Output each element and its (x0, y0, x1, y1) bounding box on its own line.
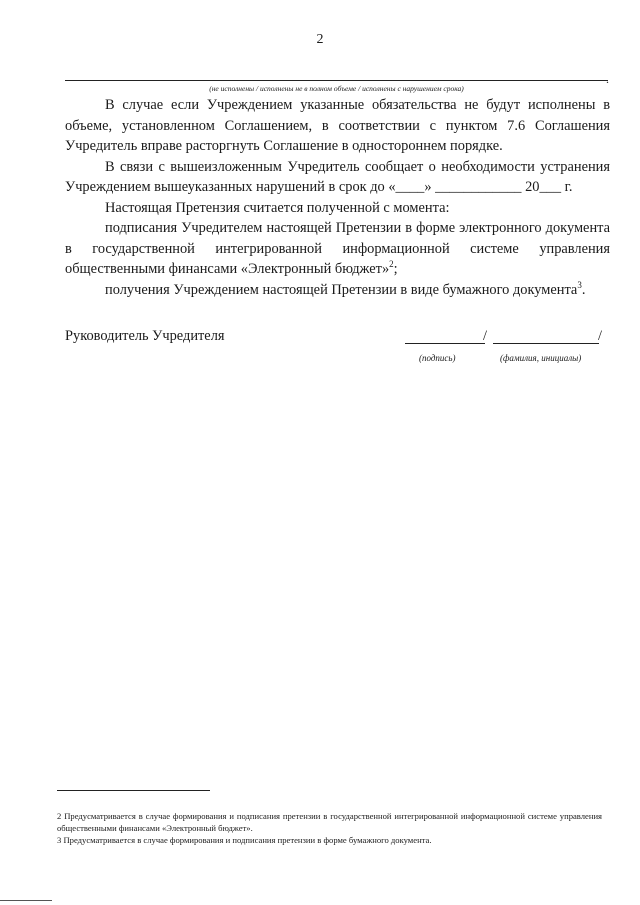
footnote-2: 2 Предусматривается в случае формирования и подписания претензии в государственной интегрированной информационной системе управления общественными финансами «Электронный бюджет». (57, 811, 602, 833)
signature-slash-1: / (483, 328, 487, 344)
paper-receipt-end: . (581, 281, 586, 298)
signature-slash-2: / (598, 328, 602, 344)
paragraph-termination: В случае если Учреждением указанные обязательства не будут исполнены в объеме, установленном Соглашением, в соответствии с пунктом 7.6 Соглашения Учредитель вправе расторгнуть Соглашение в одностороннем порядке. (65, 97, 610, 154)
header-field-line (65, 80, 608, 81)
page-number: 2 (316, 32, 324, 47)
body-text (65, 95, 610, 300)
footnote-ref-2: 2 (389, 259, 394, 270)
signature-label: Руководитель Учредителя (65, 328, 225, 344)
paper-receipt-text: получения Учреждением настоящей Претензии в виде бумажного документа (105, 281, 578, 298)
header-field-caption: (не исполнены / исполнены не в полном объеме / исполнены с нарушением срока) (209, 84, 464, 93)
signature-caption: (подпись) (419, 353, 456, 363)
paragraph-receipt-intro: Настоящая Претензия считается полученной с момента: (105, 199, 450, 216)
footnotes (57, 810, 602, 846)
footnote-separator (57, 790, 210, 791)
paragraph-electronic-signing (65, 218, 610, 280)
paragraph-deadline: В связи с вышеизложенным Учредитель сообщает о необходимости устранения Учреждением вышеуказанных нарушений в срок до «____» ____________ 20___ г. (65, 158, 610, 195)
electronic-signing-end: ; (393, 261, 398, 277)
paragraph-paper-receipt (65, 280, 610, 301)
footnote-3: 3 Предусматривается в случае формирования и подписания претензии в форме бумажного документа. (57, 835, 432, 845)
scan-corner-mark (0, 900, 52, 901)
name-caption: (фамилия, инициалы) (500, 353, 582, 363)
name-line (493, 343, 599, 344)
footnote-ref-3: 3 (577, 279, 582, 290)
electronic-signing-text: подписания Учредителем настоящей Претензии в форме электронного документа в государственной интегрированной информационной системе управления общественными финансами «Электронный бюджет» (65, 220, 610, 277)
signature-line (405, 343, 485, 344)
header-field-end-mark: . (606, 72, 609, 86)
